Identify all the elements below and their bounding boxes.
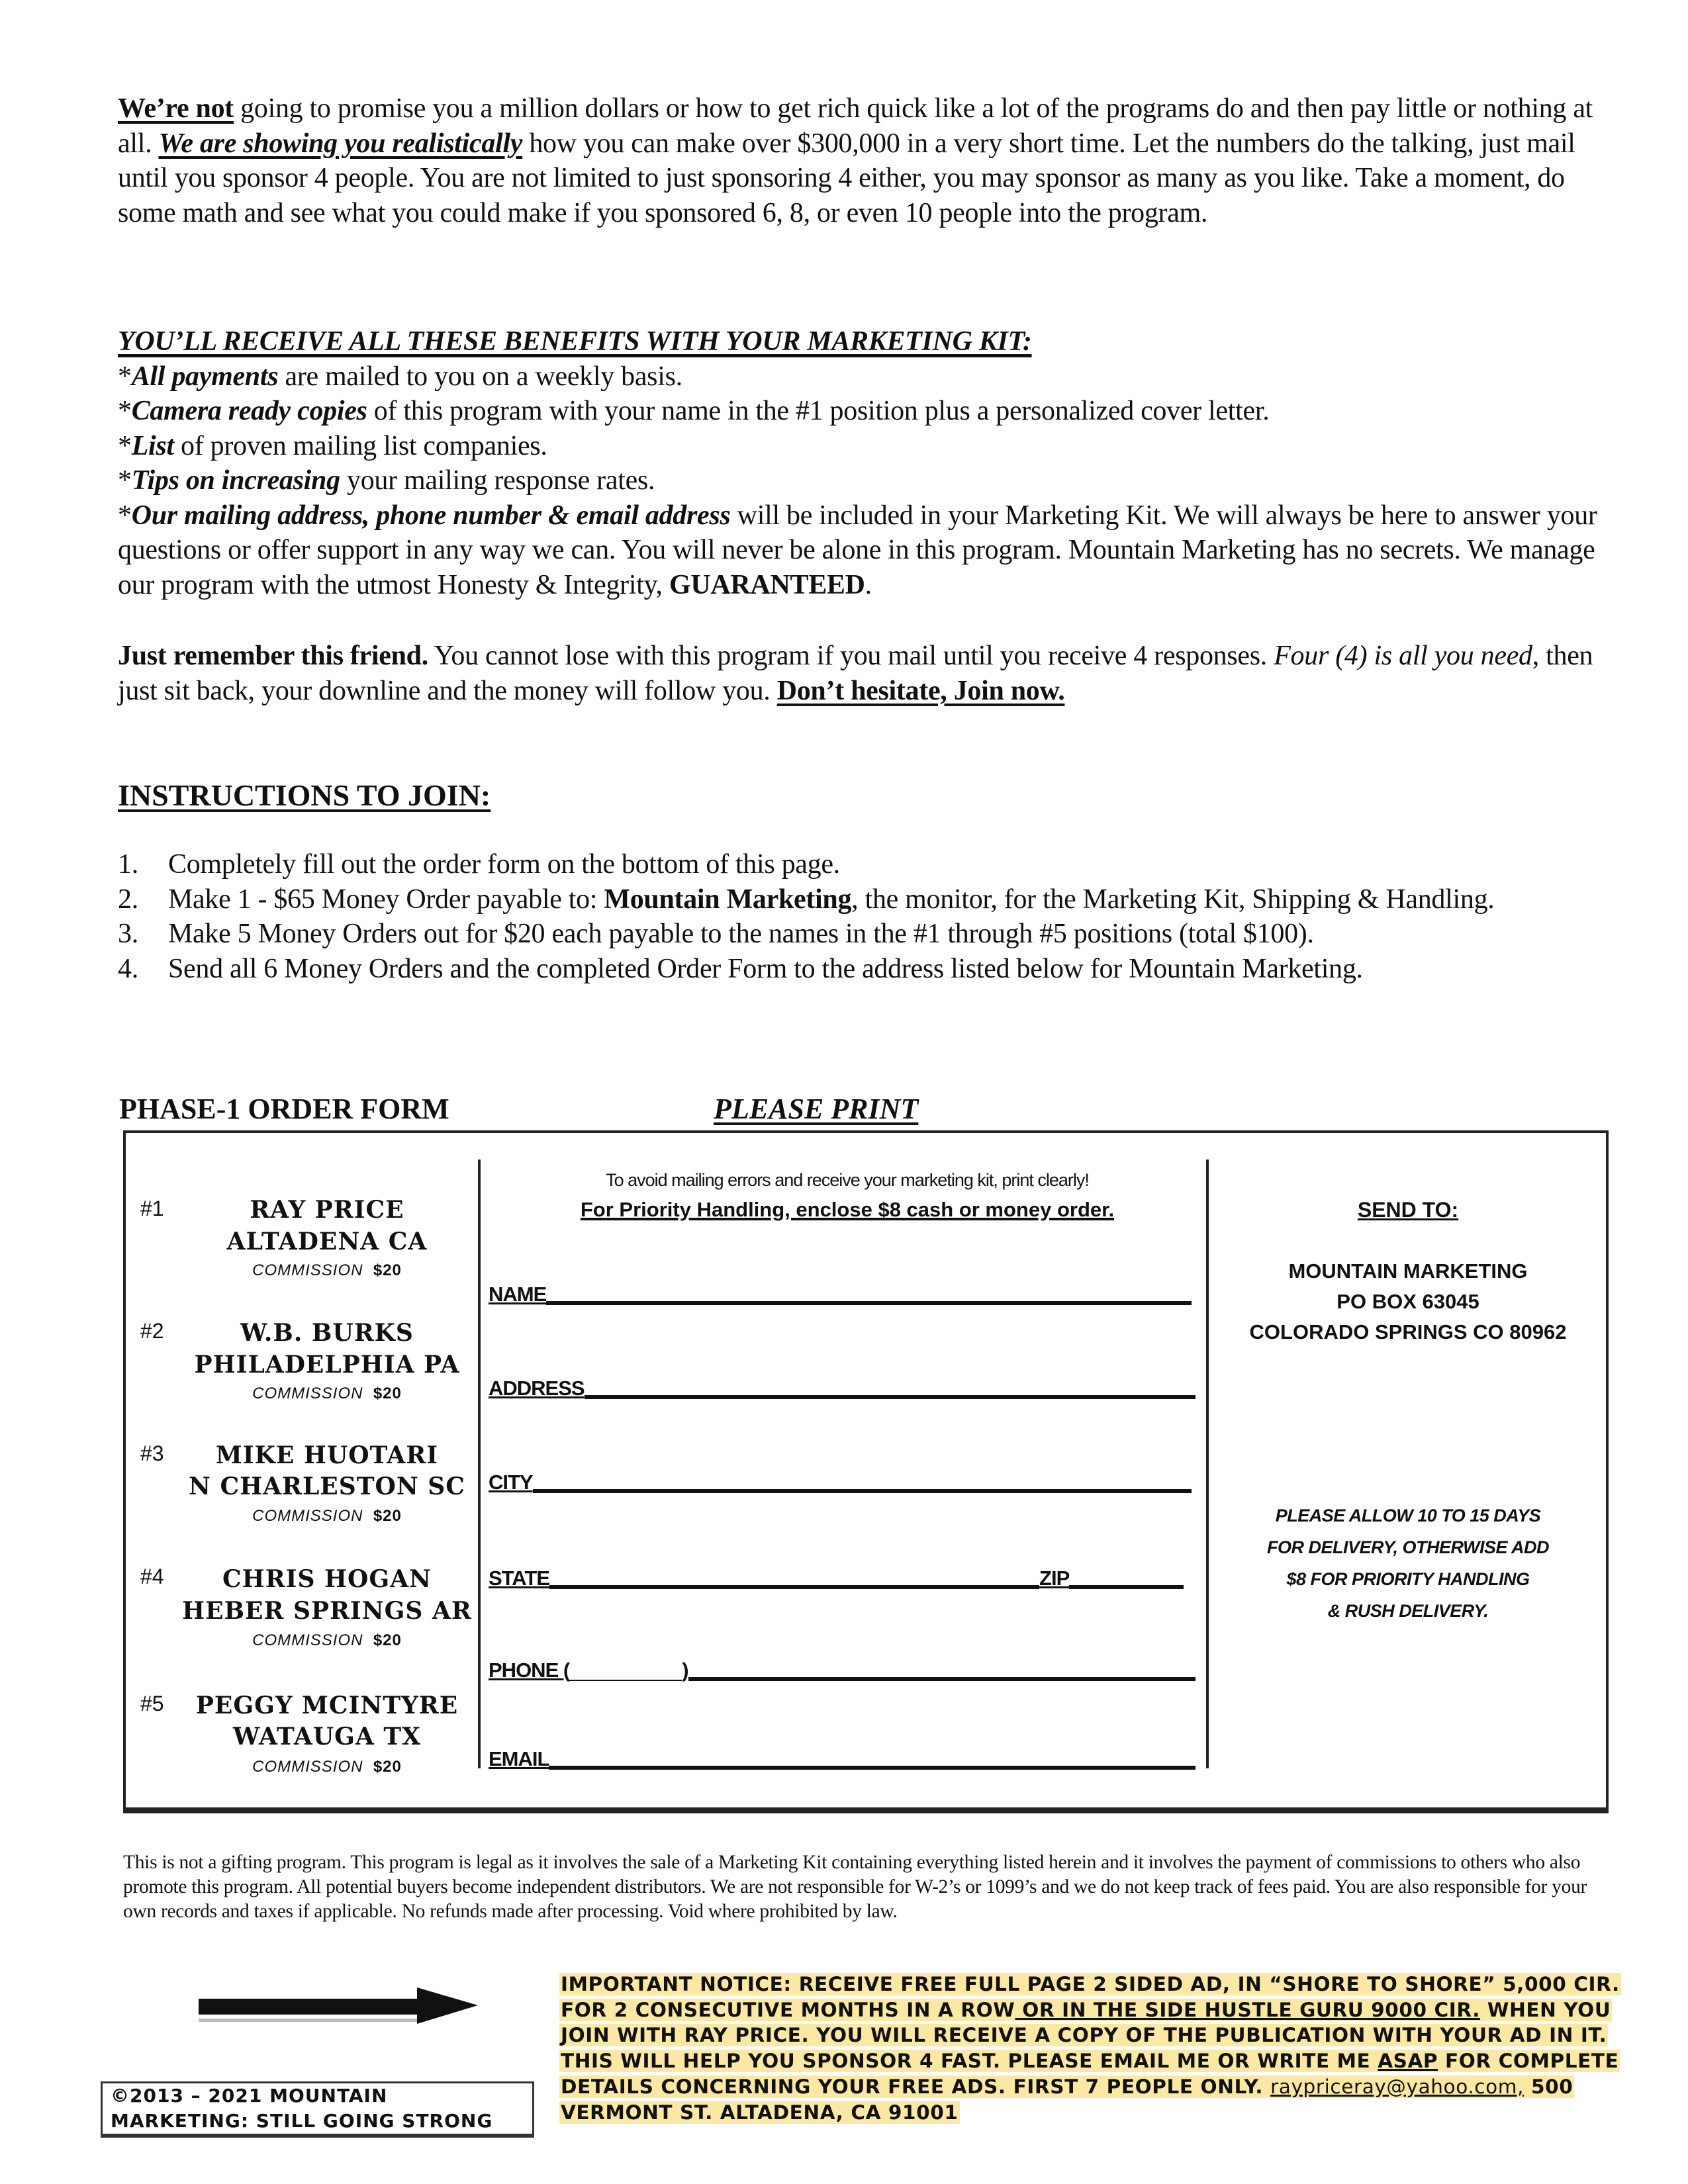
period: . [865,569,872,600]
bullet-asterisk: * [118,465,132,496]
state-input-line[interactable] [549,1585,1039,1589]
name-label: NAME [489,1283,547,1306]
zip-input-line[interactable] [1069,1585,1184,1589]
print-clearly-note: To avoid mailing errors and receive your marketing kit, print clearly! [606,1170,1089,1190]
bullet-asterisk: * [118,396,132,426]
position-number: #4 [140,1565,164,1588]
commission-amount: $20 [373,1631,402,1649]
email-field[interactable] [489,1747,1196,1771]
position-commission [175,1385,479,1403]
commission-amount: $20 [373,1385,402,1402]
payee-name: Mountain Marketing [604,884,852,915]
notice-text: FOR COMPLETE DETAILS CONCERNING YOUR FREE ADS. FIRST 7 PEOPLE ONLY. [561,2050,1619,2098]
join-now-cta: Don’t hesitate, Join now. [776,675,1065,706]
benefit-title: Camera ready copies [131,396,367,426]
benefit-title: List [131,430,174,461]
benefit-item [118,463,1614,498]
step-number: 4. [118,953,138,984]
phone-paren: ) [682,1659,688,1682]
benefit-text: are mailed to you on a weekly basis. [278,361,682,392]
remember-text-2: , then just sit back, your downline and the money will follow you. [118,641,1593,706]
step-text: Make 1 - $65 Money Order payable to: [168,884,604,915]
position-commission [175,1758,479,1776]
phone-field[interactable] [489,1659,1196,1682]
position-location: N CHARLESTON SC [189,1473,465,1500]
position-commission [175,1261,479,1280]
send-to-line-3: COLORADO SPRINGS CO 80962 [1249,1320,1567,1343]
benefit-item [118,498,1614,603]
commission-label: COMMISSION [252,1261,363,1279]
remember-lead: Just remember this friend. [118,641,428,671]
position-number: #1 [140,1197,164,1220]
step-text: Send all 6 Money Orders and the completed Order Form to the address listed below for Mountain Marketing. [168,953,1363,984]
delivery-note-line-4: & RUSH DELIVERY. [1327,1601,1489,1621]
step-text: Make 5 Money Orders out for $20 each payable to the names in the #1 through #5 positions (total $100). [168,919,1314,949]
notice-side-hustle: OR IN THE SIDE HUSTLE GURU 9000 CIR. [1015,1998,1481,2021]
benefit-text: of this program with your name in the #1 position plus a personalized cover letter. [367,396,1270,426]
zip-label: ZIP [1039,1567,1070,1590]
step-text: , the monitor, for the Marketing Kit, Shipping & Handling. [851,884,1495,915]
position-number: #2 [140,1319,164,1343]
intro-paragraph [118,91,1614,230]
legal-disclaimer: This is not a gifting program. This program is legal as it involves the sale of a Marketing Kit containing everything listed herein and it involves the payment of commissions to others who also promote this program. All potential buyers become independent distributors. We are not responsible for W-2’s or 1099’s and we do not keep track of fees paid. You are also responsible for your own records and taxes if applicable. No refunds made after processing. Void where prohibited by law. [123,1852,1587,1922]
instruction-step [118,847,1614,882]
guaranteed-text: GUARANTEED [669,569,865,600]
position-name: CHRIS HOGAN [222,1565,432,1593]
bullet-asterisk: * [118,361,132,392]
benefit-item [118,429,1614,464]
position-number: #3 [140,1441,164,1465]
remember-text-1: You cannot lose with this program if you mail until you receive 4 responses. [428,641,1274,671]
position-name: PEGGY MCINTYRE [195,1692,459,1719]
commission-amount: $20 [373,1758,402,1776]
address-label: ADDRESS [489,1377,585,1400]
instructions-list [118,847,1614,986]
send-to-line-1: MOUNTAIN MARKETING [1288,1259,1528,1283]
benefit-text: will be included in your Marketing Kit. We will always be here to answer your questions or offer support in any way we can. You will never be alone in this program. Mountain Marketing has no secrets. We manage our program with the utmost Honesty & Integrity, [118,500,1597,600]
step-number: 3. [118,919,138,949]
important-notice [559,1972,1645,2125]
address-field[interactable] [489,1377,1196,1400]
city-label: CITY [489,1471,533,1494]
position-name: W.B. BURKS [240,1319,414,1347]
position-location: WATAUGA TX [232,1723,422,1751]
bullet-asterisk: * [118,500,132,531]
delivery-note-line-3: $8 FOR PRIORITY HANDLING [1286,1569,1530,1589]
benefit-item [118,359,1614,394]
position-location: PHILADELPHIA PA [194,1351,460,1379]
commission-label: COMMISSION [252,1507,363,1525]
email-label: EMAIL [489,1747,549,1770]
commission-amount: $20 [373,1261,402,1279]
area-code-input-line[interactable] [569,1680,682,1681]
position-commission [175,1507,479,1525]
intro-text-2: how you can make over $300,000 in a very short time. Let the numbers do the talking, just mail until you sponsor 4 people. You are not limited to just sponsoring 4 either, you may sponsor as many as you like. Take a moment, do some math and see what you could make if you sponsored 6, 8, or even 10 people into the program. [118,128,1575,228]
benefit-item [118,394,1614,429]
position-location: HEBER SPRINGS AR [182,1597,472,1625]
notice-text: IMPORTANT NOTICE: RECEIVE FREE FULL PAGE 2 SIDED AD, IN “SHORE TO SHORE” 5,000 CIR. FOR 2 CONSECUTIVE MONTHS IN A ROW [561,1973,1620,2021]
arrow-right-icon [192,1982,483,2035]
benefit-text: of proven mailing list companies. [173,430,547,461]
name-field[interactable] [489,1283,1192,1306]
name-input-line[interactable] [546,1301,1192,1305]
notice-text: WHEN YOU JOIN WITH RAY PRICE. YOU WILL RECEIVE A COPY OF THE PUBLICATION WITH YOUR AD IN IT. THIS WILL HELP YOU SPONSOR 4 FAST. PLEASE EMAIL ME OR WRITE ME [561,1998,1611,2073]
order-form-title: PHASE-1 ORDER FORM [119,1093,449,1125]
position-name: RAY PRICE [250,1196,404,1224]
copyright-line-1: ©2013 – 2021 MOUNTAIN [111,2085,388,2107]
email-input-line[interactable] [549,1766,1196,1770]
benefit-title: Our mailing address, phone number & email address [131,500,731,531]
instruction-step [118,917,1614,952]
step-number: 2. [118,884,138,915]
intro-lead: We’re not [118,93,234,124]
intro-emphasis: We are showing you realistically [158,128,523,159]
commission-label: COMMISSION [252,1631,363,1649]
copyright-box [101,2081,534,2138]
bullet-asterisk: * [118,430,132,461]
instruction-step [118,882,1614,917]
delivery-note-line-1: PLEASE ALLOW 10 TO 15 DAYS [1275,1506,1541,1525]
position-location: ALTADENA CA [226,1228,428,1255]
send-to-label: SEND TO: [1357,1198,1459,1222]
benefit-title: All payments [131,361,279,392]
benefits-heading: YOU’LL RECEIVE ALL THESE BENEFITS WITH YOUR MARKETING KIT: [118,326,1032,357]
intro-text-1: going to promise you a million dollars or how to get rich quick like a lot of the programs do and then pay little or nothing at all. [118,93,1593,159]
priority-handling-note: For Priority Handling, enclose $8 cash or money order. [580,1198,1115,1221]
instructions-heading: INSTRUCTIONS TO JOIN: [118,778,491,812]
commission-amount: $20 [373,1507,402,1525]
city-input-line[interactable] [533,1489,1192,1493]
state-zip-field[interactable] [489,1567,1184,1590]
commission-label: COMMISSION [252,1385,363,1402]
position-name: MIKE HUOTARI [215,1441,439,1469]
copyright-line-2: MARKETING: STILL GOING STRONG [111,2110,493,2132]
remember-italic: Four (4) is all you need [1274,641,1532,671]
benefits-section [118,324,1614,602]
position-commission [175,1631,479,1650]
city-field[interactable] [489,1471,1192,1494]
benefit-text: your mailing response rates. [340,465,655,496]
notice-address: 500 VERMONT ST. ALTADENA, CA 91001 [561,2075,1573,2124]
contact-email-link[interactable]: raypriceray@yahoo.com, [1270,2075,1524,2098]
please-print-label: PLEASE PRINT [714,1093,919,1125]
remember-paragraph [118,639,1614,708]
benefit-title: Tips on increasing [131,465,340,496]
send-to-line-2: PO BOX 63045 [1336,1290,1479,1313]
address-input-line[interactable] [585,1395,1196,1399]
phone-input-line[interactable] [688,1677,1196,1681]
instruction-step [118,952,1614,987]
phone-label: PHONE ( [489,1659,570,1682]
commission-label: COMMISSION [252,1758,363,1776]
notice-asap: ASAP [1378,2050,1438,2073]
form-divider-right [1206,1160,1209,1768]
step-text: Completely fill out the order form on the bottom of this page. [168,849,840,880]
position-number: #5 [140,1692,164,1715]
delivery-note-line-2: FOR DELIVERY, OTHERWISE ADD [1266,1537,1550,1557]
state-label: STATE [489,1567,550,1590]
step-number: 1. [118,849,138,880]
